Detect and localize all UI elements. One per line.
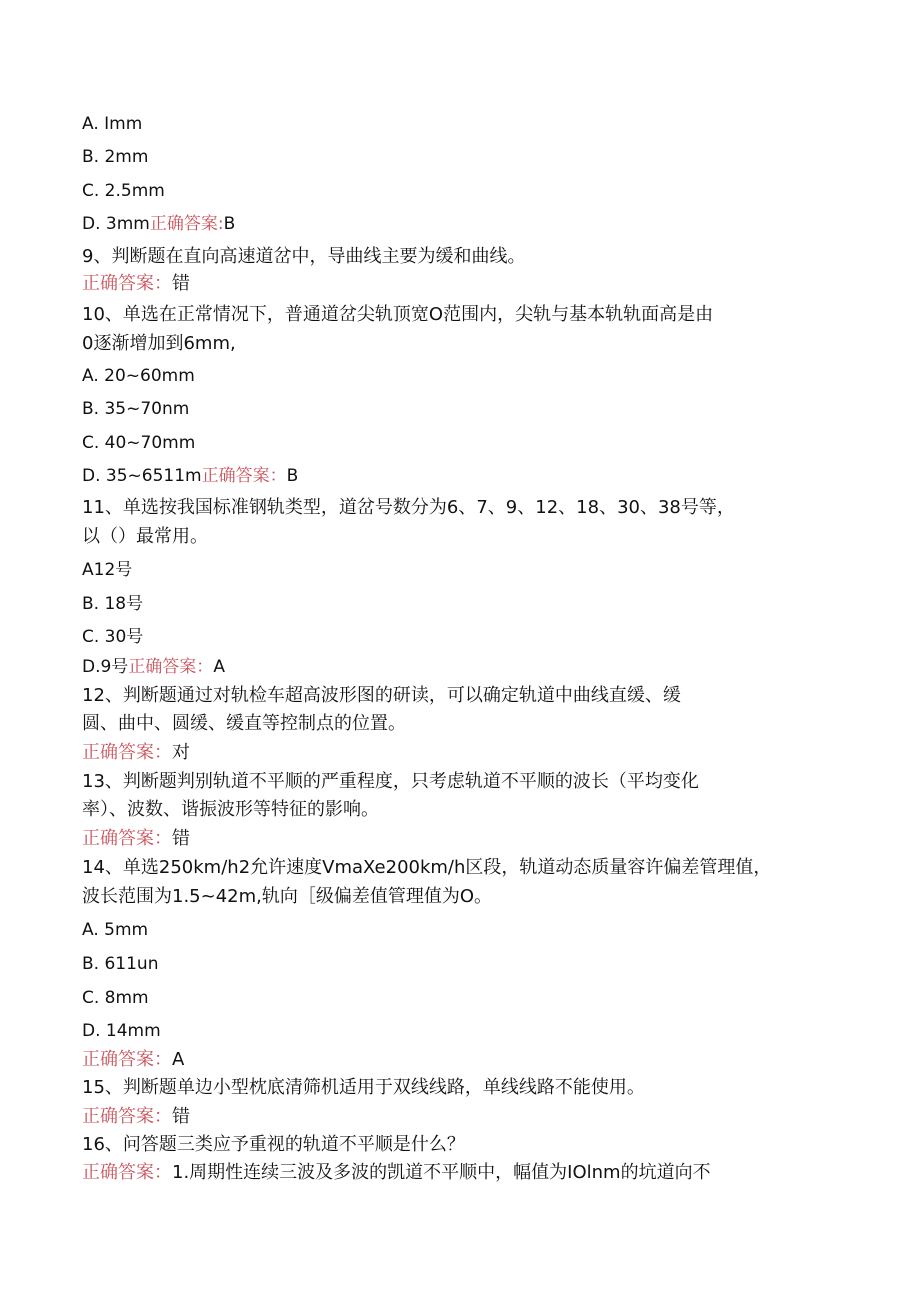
q10-answer-label: 正确答案： [201,466,287,486]
q11-option-a: A12号 [82,560,133,580]
q9-answer-value: 错 [172,273,190,294]
q15-answer-value: 错 [172,1106,190,1127]
q10-answer-value: B [286,466,299,486]
q14-answer-label: 正确答案： [82,1049,172,1070]
q9-answer [82,273,190,295]
q9-question: 9、判断题在直向高速道岔中，导曲线主要为缓和曲线。 [82,246,526,267]
q12-question-line-2: 圆、曲中、圆缓、缓直等控制点的位置。 [82,713,406,734]
q10-question-line-1: 10、单选在正常情况下，普通道岔尖轨顶宽O范围内，尖轨与基本轨轨面高是由 [82,304,714,325]
q16-answer-label: 正确答案： [82,1162,172,1183]
q14-option-b: B. 611un [82,954,159,974]
q16-answer-value: 1.周期性连续三波及多波的凯道不平顺中，幅值为IOlnm的坑道向不 [172,1162,711,1183]
q13-answer [82,828,190,850]
q14-option-d: D. 14mm [82,1021,161,1041]
q8-answer-value: B [223,214,236,234]
q10-option-b: B. 35~70nm [82,399,190,419]
q14-question-line-1: 14、单选250km∕h2允许速度VmaXe200km∕h区段，轨道动态质量容许偏差管理值， [82,857,772,878]
q14-answer-value: A [172,1049,185,1070]
q8-answer-label: 正确答案: [149,214,224,234]
q11-option-d-text: D.9号 [82,657,129,677]
q8-option-d-text: D. 3mm [82,214,150,234]
q11-question-line-1: 11、单选按我国标准钢轨类型，道岔号数分为6、7、9、12、18、30、38号等， [82,497,735,518]
q11-option-b: B. 18号 [82,594,144,614]
q10-question-line-2: 0逐渐增加到6mm, [82,333,236,354]
q12-question-line-1: 12、判断题通过对轨检车超高波形图的研读，可以确定轨道中曲线直缓、缓 [82,685,681,706]
q13-answer-value: 错 [172,828,190,849]
q15-question: 15、判断题单边小型枕底清筛机适用于双线线路，单线线路不能使用。 [82,1077,645,1098]
q10-option-a: A. 20~60mm [82,366,195,386]
q8-option-c: C. 2.5mm [82,181,165,201]
q12-answer-label: 正确答案： [82,742,172,763]
q11-option-c: C. 30号 [82,627,144,647]
q8-option-a: A. Imm [82,114,143,134]
q12-answer [82,742,190,764]
q11-question-line-2: 以（）最常用。 [82,526,208,547]
q11-answer-value: A [213,657,225,677]
q11-option-d [82,656,225,678]
q14-option-c: C. 8mm [82,988,149,1008]
q14-question-line-2: 波长范围为1.5~42m,轨向［级偏差值管理值为O。 [82,886,493,907]
q14-answer [82,1049,184,1071]
q10-option-c: C. 40~70mm [82,433,196,453]
q13-answer-label: 正确答案： [82,828,172,849]
q16-question: 16、问答题三类应予重视的轨道不平顺是什么？ [82,1134,465,1155]
q10-option-d-text: D. 35~6511m [82,466,202,486]
q16-answer [82,1162,711,1184]
q13-question-line-1: 13、判断题判别轨道不平顺的严重程度，只考虑轨道不平顺的波长（平均变化 [82,771,699,792]
q13-question-line-2: 率）、波数、谐振波形等特征的影响。 [82,799,379,820]
q9-answer-label: 正确答案： [82,273,172,294]
q11-answer-label: 正确答案： [128,657,214,677]
q14-option-a: A. 5mm [82,920,149,940]
q8-option-d [82,213,235,235]
q10-option-d [82,465,298,487]
q15-answer [82,1106,190,1128]
q15-answer-label: 正确答案： [82,1106,172,1127]
q12-answer-value: 对 [172,742,190,763]
q8-option-b: B. 2mm [82,147,149,167]
